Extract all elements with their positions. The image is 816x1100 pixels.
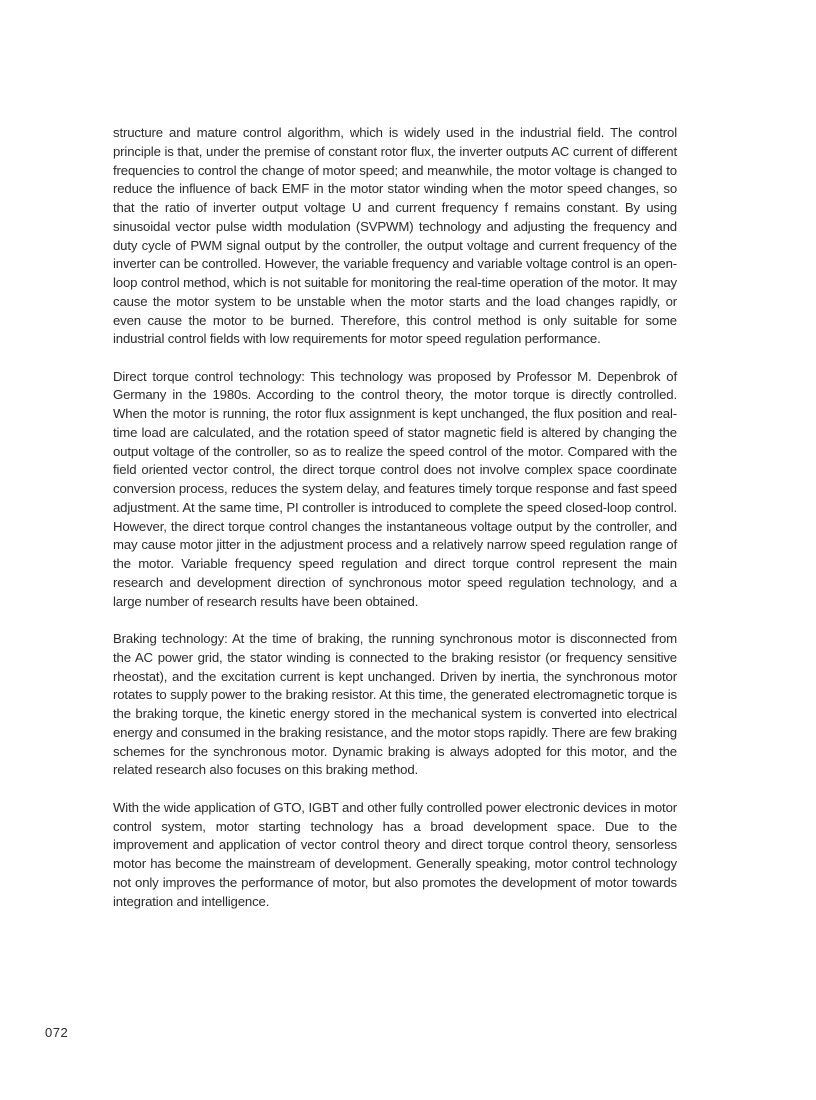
paragraph-direct-torque-control: Direct torque control technology: This technology was proposed by Professor M. Depenbrok of Germany in the 1980s. According to the control theory, the motor torque is directly controlled. When the motor is running, the rotor flux assignment is kept unchanged, the flux position and real-time load are calculated, and the rotation speed of stator magnetic field is altered by changing the output voltage of the controller, so as to realize the speed control of the motor. Compared with the field oriented vector control, the direct torque control does not involve complex space coordinate conversion process, reduces the system delay, and features timely torque response and fast speed adjustment. At the same time, PI controller is introduced to complete the speed closed-loop control. However, the direct torque control changes the instantaneous voltage output by the controller, and may cause motor jitter in the adjustment process and a relatively narrow speed regulation range of the motor. Variable frequency speed regulation and direct torque control represent the main research and development direction of synchronous motor speed regulation technology, and a large number of research results have been obtained.: [113, 368, 677, 609]
page-number: 072: [45, 1025, 69, 1040]
paragraph-braking-technology: Braking technology: At the time of braking, the running synchronous motor is disconnected from the AC power grid, the stator winding is connected to the braking resistor (or frequency sensitive rheostat), and the excitation current is kept unchanged. Driven by inertia, the synchronous motor rotates to supply power to the braking resistor. At this time, the generated electromagnetic torque is the braking torque, the kinetic energy stored in the mechanical system is converted into electrical energy and consumed in the braking resistance, and the motor stops rapidly. There are few braking schemes for the synchronous motor. Dynamic braking is always adopted for this motor, and the related research also focuses on this braking method.: [113, 631, 677, 778]
page-body: [113, 124, 677, 930]
paragraph-vvvf-control: structure and mature control algorithm, which is widely used in the industrial field. The control principle is that, under the premise of constant rotor flux, the inverter outputs AC current of different frequencies to control the change of motor speed; and meanwhile, the motor voltage is changed to reduce the influence of back EMF in the motor stator winding when the motor speed changes, so that the ratio of inverter output voltage U and current frequency f remains constant. By using sinusoidal vector pulse width modulation (SVPWM) technology and adjusting the frequency and duty cycle of PWM signal output by the controller, the output voltage and current frequency of the inverter can be controlled. However, the variable frequency and variable voltage control is an open-loop control method, which is not suitable for monitoring the real-time operation of the motor. It may cause the motor system to be unstable when the motor starts and the load changes rapidly, or even cause the motor to be burned. Therefore, this control method is only suitable for some industrial control fields with low requirements for motor speed regulation performance.: [113, 125, 677, 347]
paragraph-conclusion: With the wide application of GTO, IGBT and other fully controlled power electronic devices in motor control system, motor starting technology has a broad development space. Due to the improvement and application of vector control theory and direct torque control theory, sensorless motor has become the mainstream of development. Generally speaking, motor control technology not only improves the performance of motor, but also promotes the development of motor towards integration and intelligence.: [113, 799, 677, 909]
